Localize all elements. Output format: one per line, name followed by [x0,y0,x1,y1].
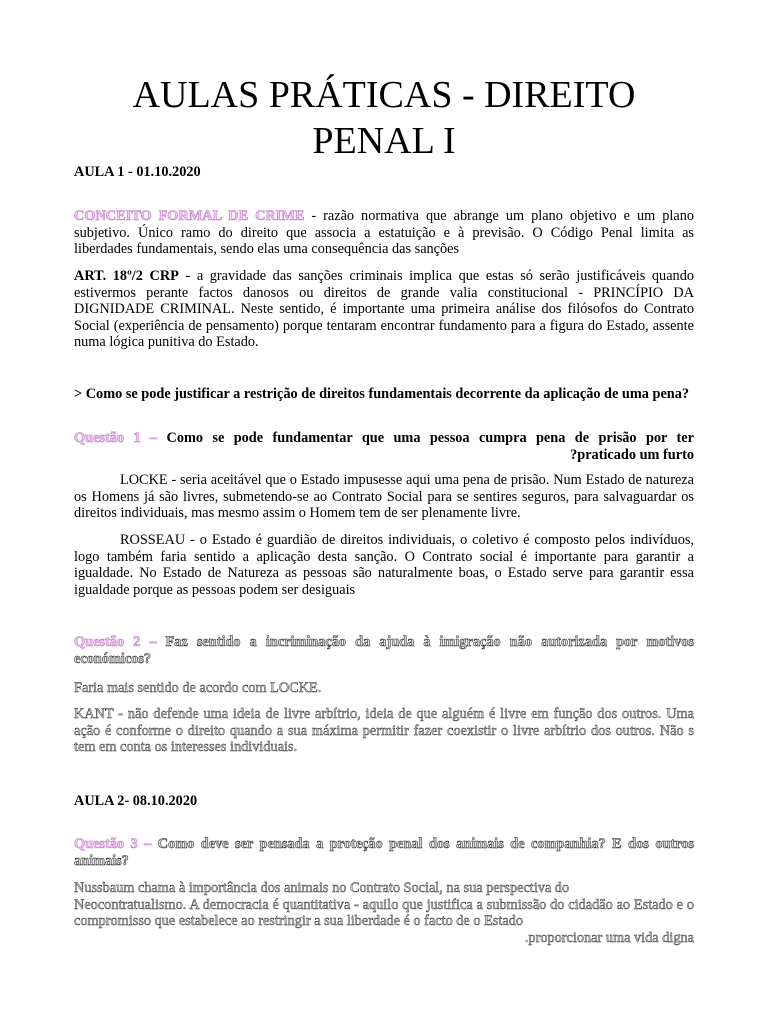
pergunta-paragraph: > Como se pode justificar a restrição de direitos fundamentais decorrente da aplicação de uma pena? [74,386,690,402]
rosseau-paragraph: ROSSEAU - o Estado é guardião de direitos individuais, o coletivo é composto pelos indivíduos, logo também faria sentido a aplicação desta sanção. O Contrato social é importante para garantir a igualdade. No Estado de Natureza as pessoas são naturalmente boas, o Estado serve para garantir essa igualdade porque as pessoas podem ser desiguais [74,532,694,598]
questao-1-line1: Como se pode fundamentar que uma pessoa cumpra pena de prisão por ter [157,430,694,446]
faria-paragraph: Faria mais sentido de acordo com LOCKE. [74,680,322,696]
locke-paragraph: LOCKE - seria aceitável que o Estado impusesse aqui uma pena de prisão. Num Estado de natureza os Homens já são livres, submetendo-se ao Contrato Social para se sentires seguros, para salvaguardar os direitos individuais, mas mesmo assim o Homem tem de ser plenamente livre. [74,472,694,521]
nussbaum-paragraph [74,880,694,946]
questao-3-text: Como deve ser pensada a proteção penal dos animais de companhia? E dos outros animais? [74,836,694,869]
nussbaum-line1: Nussbaum chama à importância dos animais no Contrato Social, na sua perspectiva do [74,880,570,896]
aula2-heading: AULA 2- 08.10.2020 [74,793,198,809]
questao-1 [74,430,694,463]
title-line-2: PENAL I [312,120,456,162]
nussbaum-line3: .proporcionar uma vida digna [524,929,694,946]
questao-2-text: Faz sentido a incriminação da ajuda à imigração não autorizada por motivos económicos? [74,634,694,667]
art-label: ART. 18º/2 CRP [74,268,179,284]
conceito-paragraph [74,208,694,258]
questao-3-label: Questão 3 – [74,836,152,852]
conceito-line2: subjetivo. Único ramo do direito que associa a estatuição e à previsão. O Código Penal limita as [74,224,694,241]
title-line-1: AULAS PRÁTICAS - DIREITO [132,74,636,116]
conceito-line3: liberdades fundamentais, sendo elas uma consequência das sanções [74,241,460,257]
kant-paragraph: KANT - não defende uma ideia de livre arbítrio, ideia de que alguém é livre em função dos outros. Uma ação é conforme o direito quando a sua máxima permitir fazer coexistir o livre arbítrio dos outros. Não s tem em conta os interesses individuais. [74,706,694,755]
questao-1-label: Questão 1 – [74,430,158,446]
nussbaum-line2: Neocontratualismo. A democracia é quantitativa - aquilo que justifica a submissão do cidadão ao Estado e o compromisso que estabelece ao restringir a sua liberdade é o facto de o Estado [74,896,694,929]
questao-2 [74,634,694,667]
questao-3 [74,836,694,869]
art-text: - a gravidade das sanções criminais implica que estas só serão justificáveis quando estivermos perante factos danosos ou direitos de grande valia constitucional - PRINCÍPIO DA DIGNIDADE CRIMINAL. Neste sentido, é importante uma primeira análise dos filósofos do Contrato Social (experiência de pensamento) porque tentaram encontrar fundamento para a figura do Estado, assente numa lógica punitiva do Estado. [74,268,694,350]
questao-2-label: Questão 2 – [74,634,157,650]
art-paragraph [74,268,694,351]
conceito-label: CONCEITO FORMAL DE CRIME [74,208,305,224]
page-title [0,72,768,164]
questao-1-line2: ?praticado um furto [570,446,694,463]
conceito-line1: - razão normativa que abrange um plano objetivo e um plano [304,208,694,224]
aula1-heading: AULA 1 - 01.10.2020 [74,164,201,180]
